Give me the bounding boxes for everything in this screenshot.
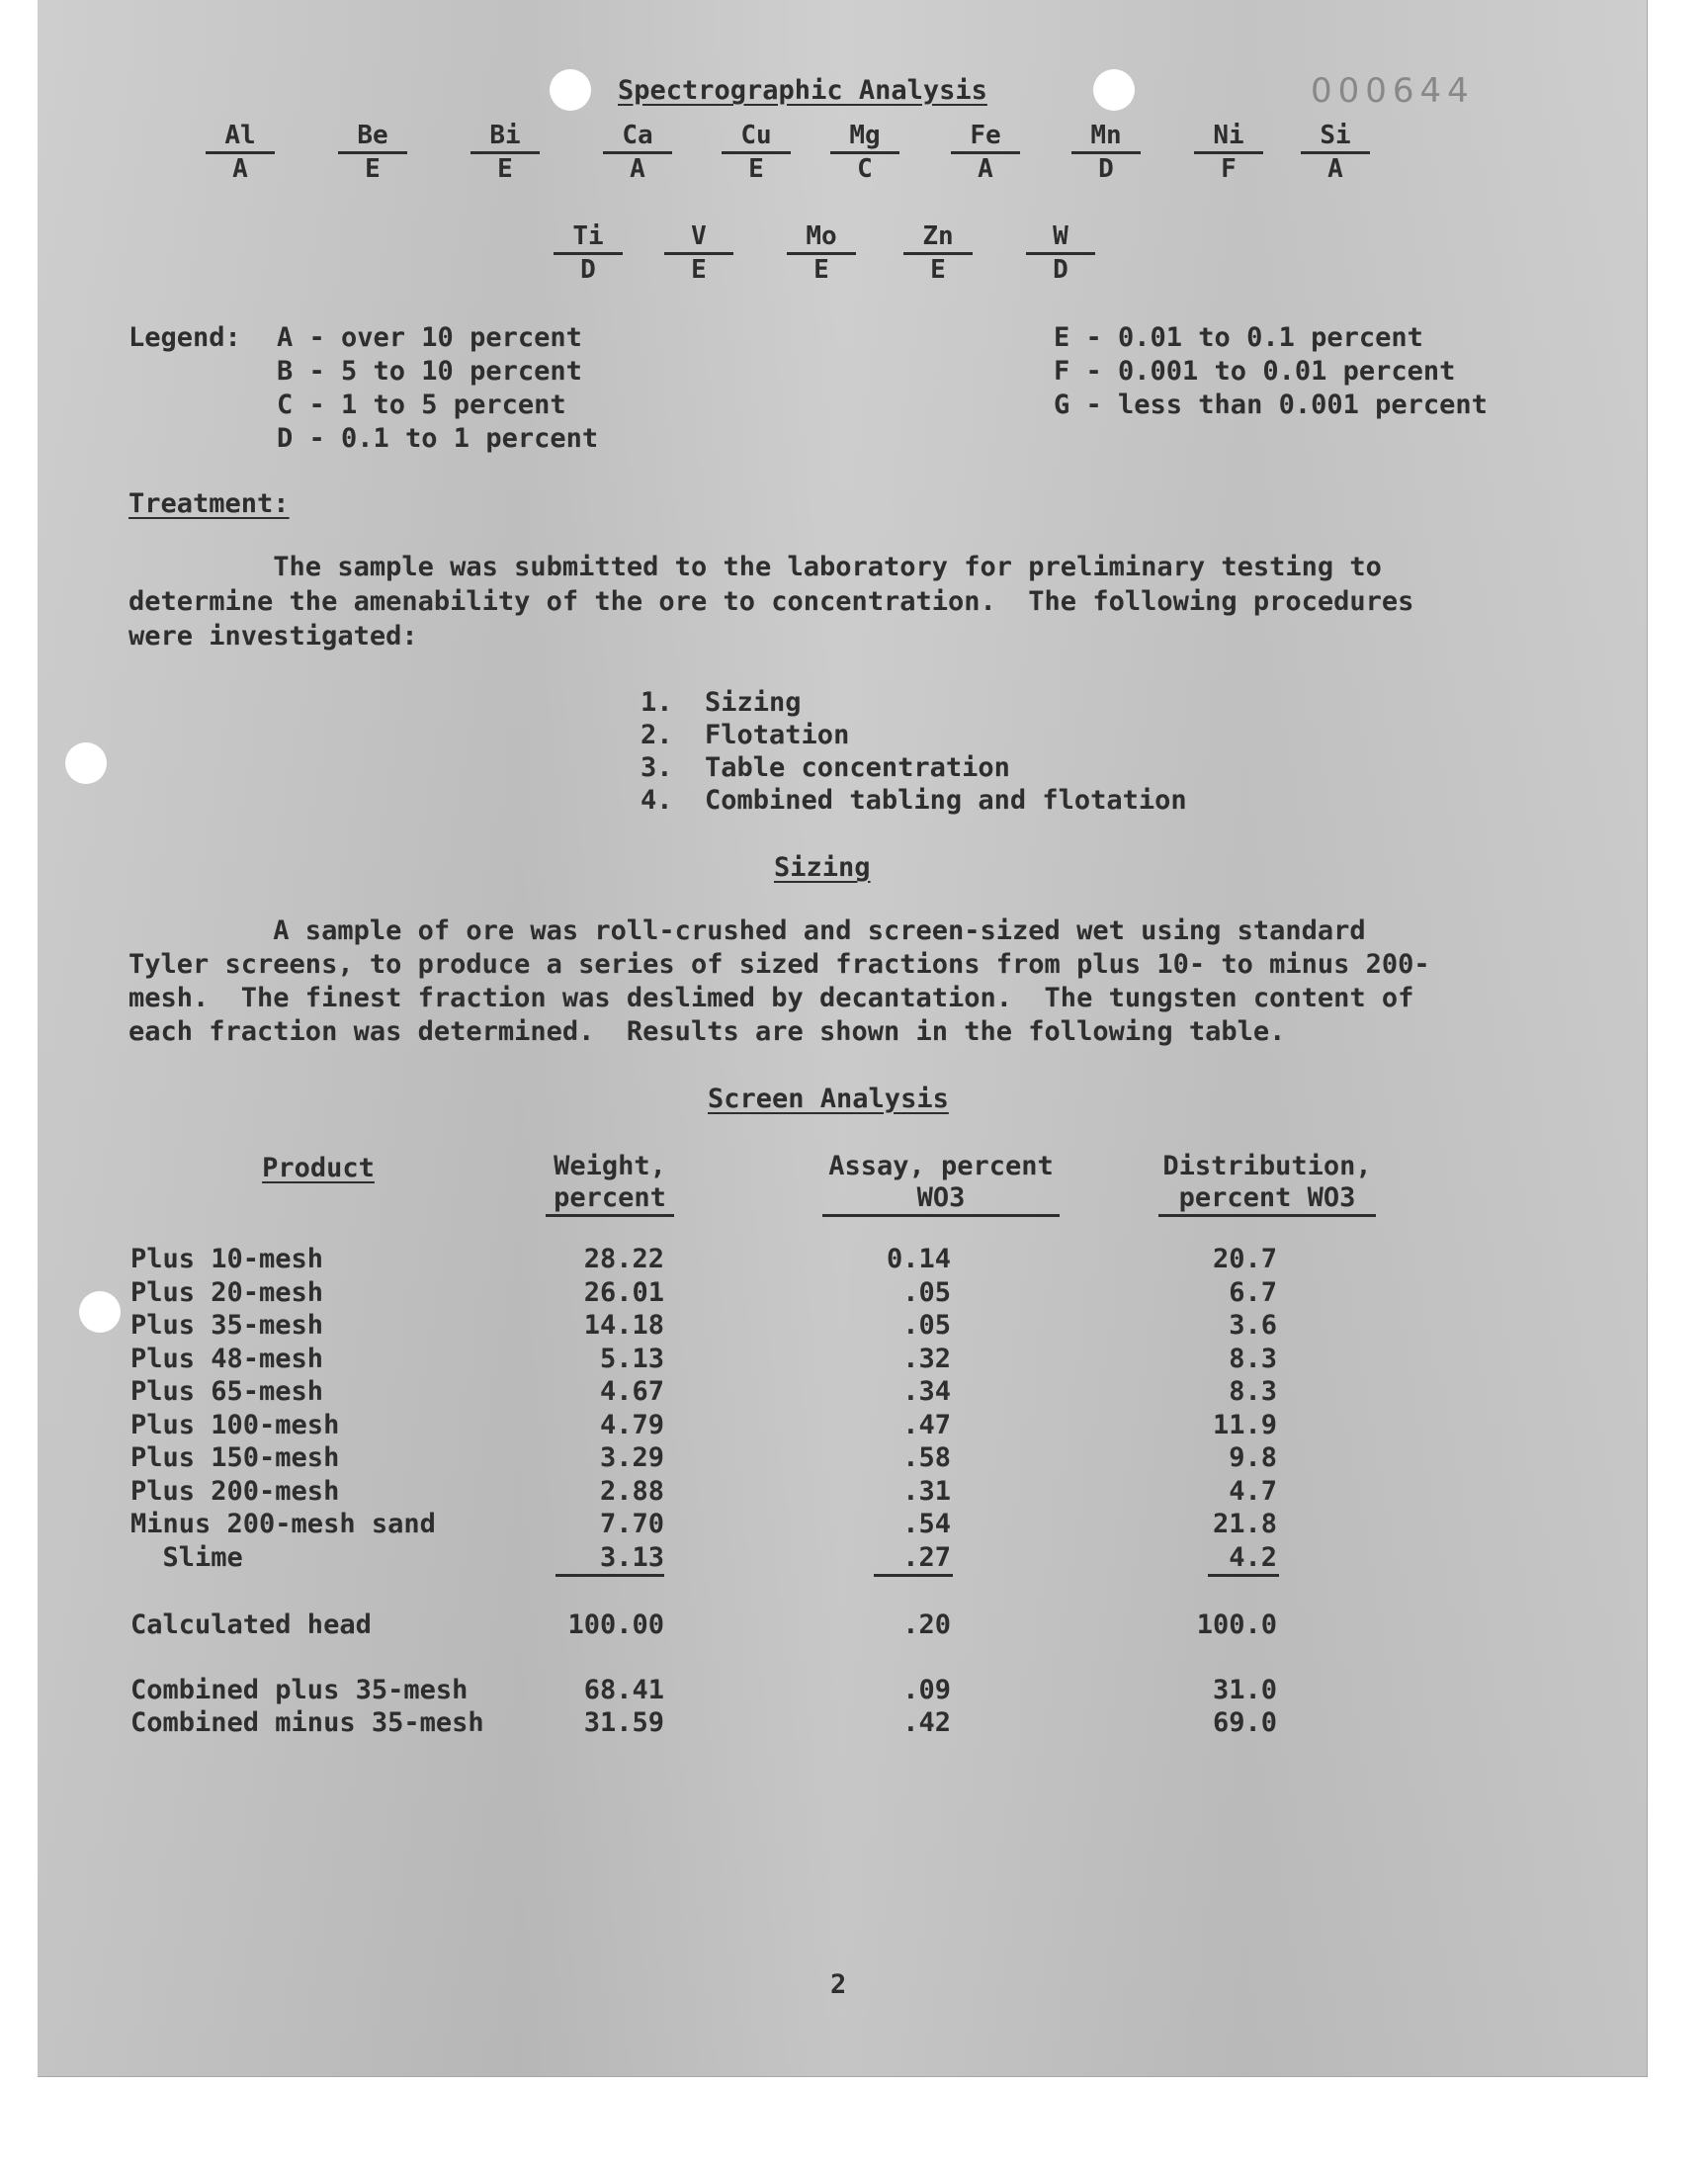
assay-cell: .20 <box>902 1610 951 1640</box>
distribution-cell: 8.3 <box>1229 1343 1277 1374</box>
element-ca <box>603 121 672 184</box>
table-row <box>130 1376 1415 1409</box>
header-assay-line1: Assay, percent <box>828 1151 1054 1181</box>
element-code: A <box>978 154 993 184</box>
product-cell: Plus 48-mesh <box>130 1343 324 1374</box>
weight-cell: 26.01 <box>583 1276 664 1308</box>
table-row <box>130 1310 1415 1343</box>
legend-label: Legend: <box>128 322 241 353</box>
element-code: A <box>1327 154 1343 184</box>
element-code: D <box>580 255 596 285</box>
product-cell: Plus 200-mesh <box>130 1475 340 1507</box>
header-distribution-line1: Distribution, <box>1162 1151 1372 1181</box>
element-si <box>1301 121 1370 184</box>
header-assay <box>822 1151 1060 1217</box>
header-weight-line2: percent <box>546 1182 674 1217</box>
distribution-cell: 100.0 <box>1196 1610 1277 1640</box>
total-rule-weight <box>555 1574 664 1577</box>
element-code: A <box>630 154 645 184</box>
product-cell: Slime <box>130 1541 243 1573</box>
element-code: E <box>748 154 764 184</box>
product-cell: Plus 35-mesh <box>130 1310 324 1341</box>
element-ni <box>1194 121 1263 184</box>
assay-cell: .05 <box>902 1310 951 1341</box>
element-symbol: Zn <box>903 221 973 255</box>
paragraph-line: were investigated: <box>128 621 418 652</box>
element-code: E <box>813 255 829 285</box>
weight-cell: 4.79 <box>599 1409 664 1440</box>
element-bi <box>470 121 540 184</box>
table-row <box>130 1509 1415 1541</box>
paragraph-line: determine the amenability of the ore to concentration. The following procedures <box>128 586 1414 617</box>
procedure-item: 2. Flotation <box>640 720 850 750</box>
element-code: C <box>857 154 873 184</box>
table-row <box>130 1277 1415 1310</box>
paragraph-line: mesh. The finest fraction was deslimed by decantation. The tungsten content of <box>128 983 1414 1013</box>
header-weight <box>546 1151 674 1217</box>
weight-cell: 31.59 <box>583 1707 664 1738</box>
assay-cell: .31 <box>902 1475 951 1507</box>
weight-cell: 7.70 <box>599 1509 664 1539</box>
paragraph-line: Tyler screens, to produce a series of sized fractions from plus 10- to minus 200- <box>128 949 1430 980</box>
assay-cell: .42 <box>902 1707 951 1738</box>
element-symbol: Mg <box>830 121 899 154</box>
weight-cell: 28.22 <box>583 1244 664 1274</box>
procedure-item: 3. Table concentration <box>640 752 1010 783</box>
element-symbol: Be <box>338 121 407 154</box>
product-cell: Plus 65-mesh <box>130 1376 324 1407</box>
distribution-cell: 6.7 <box>1229 1276 1277 1308</box>
legend-item: F - 0.001 to 0.01 percent <box>1054 356 1456 387</box>
distribution-cell: 20.7 <box>1212 1244 1277 1274</box>
product-cell: Plus 150-mesh <box>130 1442 340 1473</box>
weight-cell: 100.00 <box>567 1610 664 1640</box>
element-be <box>338 121 407 184</box>
element-code: E <box>930 255 946 285</box>
element-mn <box>1071 121 1141 184</box>
table-row <box>130 1244 1415 1276</box>
weight-cell: 3.29 <box>599 1442 664 1473</box>
paragraph-line: A sample of ore was roll-crushed and screen-sized wet using standard <box>128 915 1366 946</box>
product-cell: Plus 10-mesh <box>130 1244 324 1274</box>
table-row <box>130 1707 1415 1740</box>
element-code: D <box>1098 154 1114 184</box>
assay-cell: .05 <box>902 1276 951 1308</box>
element-zn <box>903 221 973 285</box>
distribution-cell: 11.9 <box>1212 1409 1277 1440</box>
distribution-cell: 4.2 <box>1229 1541 1277 1573</box>
element-symbol: Ti <box>554 221 623 255</box>
element-mo <box>787 221 856 285</box>
header-distribution-line2: percent WO3 <box>1158 1182 1376 1217</box>
assay-cell: .47 <box>902 1409 951 1440</box>
assay-cell: .09 <box>902 1675 951 1705</box>
punch-hole-top-right <box>1093 69 1135 111</box>
table-row <box>130 1542 1415 1575</box>
procedure-item: 1. Sizing <box>640 687 802 718</box>
distribution-cell: 21.8 <box>1212 1509 1277 1539</box>
paragraph-line: The sample was submitted to the laboratory for preliminary testing to <box>128 552 1382 582</box>
header-product-label: Product <box>262 1153 375 1183</box>
product-cell: Plus 100-mesh <box>130 1409 340 1440</box>
table-row <box>130 1476 1415 1509</box>
weight-cell: 14.18 <box>583 1310 664 1341</box>
header-product <box>229 1153 407 1184</box>
weight-cell: 3.13 <box>599 1541 664 1573</box>
screen-analysis-title: Screen Analysis <box>708 1084 949 1114</box>
product-cell: Combined minus 35-mesh <box>130 1707 484 1738</box>
punch-hole-left-upper <box>65 742 107 784</box>
element-mg <box>830 121 899 184</box>
document-number-stamp: 000644 <box>1311 71 1475 111</box>
distribution-cell: 31.0 <box>1212 1675 1277 1705</box>
distribution-cell: 8.3 <box>1229 1376 1277 1407</box>
element-code: E <box>691 255 707 285</box>
legend-item: E - 0.01 to 0.1 percent <box>1054 322 1423 353</box>
table-row <box>130 1675 1415 1707</box>
assay-cell: .32 <box>902 1343 951 1374</box>
element-symbol: Ca <box>603 121 672 154</box>
table-row <box>130 1610 1415 1642</box>
element-code: E <box>497 154 513 184</box>
procedure-item: 4. Combined tabling and flotation <box>640 785 1187 816</box>
product-cell: Calculated head <box>130 1610 372 1640</box>
assay-cell: 0.14 <box>886 1244 951 1274</box>
element-code: D <box>1053 255 1068 285</box>
element-symbol: Mo <box>787 221 856 255</box>
element-w <box>1026 221 1095 285</box>
table-row <box>130 1410 1415 1442</box>
element-code: A <box>232 154 248 184</box>
element-symbol: Cu <box>722 121 791 154</box>
page-number: 2 <box>830 1969 847 2000</box>
product-cell: Plus 20-mesh <box>130 1276 324 1308</box>
weight-cell: 5.13 <box>599 1343 664 1374</box>
header-weight-line1: Weight, <box>554 1151 666 1181</box>
element-code: F <box>1221 154 1237 184</box>
total-rule-distribution <box>1208 1574 1279 1577</box>
element-symbol: Al <box>206 121 275 154</box>
table-row <box>130 1442 1415 1475</box>
distribution-cell: 9.8 <box>1229 1442 1277 1473</box>
element-code: E <box>365 154 381 184</box>
element-symbol: Fe <box>951 121 1020 154</box>
legend-item: G - less than 0.001 percent <box>1054 390 1488 420</box>
punch-hole-top-left <box>550 69 591 111</box>
header-assay-line2: WO3 <box>822 1182 1060 1217</box>
punch-hole-left-lower <box>79 1291 121 1333</box>
treatment-heading: Treatment: <box>128 488 290 519</box>
distribution-cell: 4.7 <box>1229 1475 1277 1507</box>
spectro-title: Spectrographic Analysis <box>618 75 987 106</box>
element-symbol: W <box>1026 221 1095 255</box>
element-symbol: Mn <box>1071 121 1141 154</box>
product-cell: Combined plus 35-mesh <box>130 1675 469 1705</box>
distribution-cell: 69.0 <box>1212 1707 1277 1738</box>
distribution-cell: 3.6 <box>1229 1310 1277 1341</box>
legend-item: D - 0.1 to 1 percent <box>277 423 599 454</box>
header-distribution <box>1158 1151 1376 1217</box>
assay-cell: .58 <box>902 1442 951 1473</box>
weight-cell: 4.67 <box>599 1376 664 1407</box>
element-fe <box>951 121 1020 184</box>
sizing-heading: Sizing <box>774 852 871 883</box>
element-ti <box>554 221 623 285</box>
legend-item: B - 5 to 10 percent <box>277 356 582 387</box>
assay-cell: .54 <box>902 1509 951 1539</box>
element-symbol: Bi <box>470 121 540 154</box>
product-cell: Minus 200-mesh sand <box>130 1509 436 1539</box>
paragraph-line: each fraction was determined. Results are shown in the following table. <box>128 1016 1286 1047</box>
element-cu <box>722 121 791 184</box>
element-symbol: V <box>664 221 733 255</box>
weight-cell: 68.41 <box>583 1675 664 1705</box>
element-v <box>664 221 733 285</box>
legend-item: A - over 10 percent <box>277 322 582 353</box>
table-row <box>130 1344 1415 1376</box>
assay-cell: .34 <box>902 1376 951 1407</box>
legend-item: C - 1 to 5 percent <box>277 390 566 420</box>
element-al <box>206 121 275 184</box>
assay-cell: .27 <box>902 1541 951 1573</box>
weight-cell: 2.88 <box>599 1475 664 1507</box>
total-rule-assay <box>874 1574 953 1577</box>
element-symbol: Si <box>1301 121 1370 154</box>
element-symbol: Ni <box>1194 121 1263 154</box>
